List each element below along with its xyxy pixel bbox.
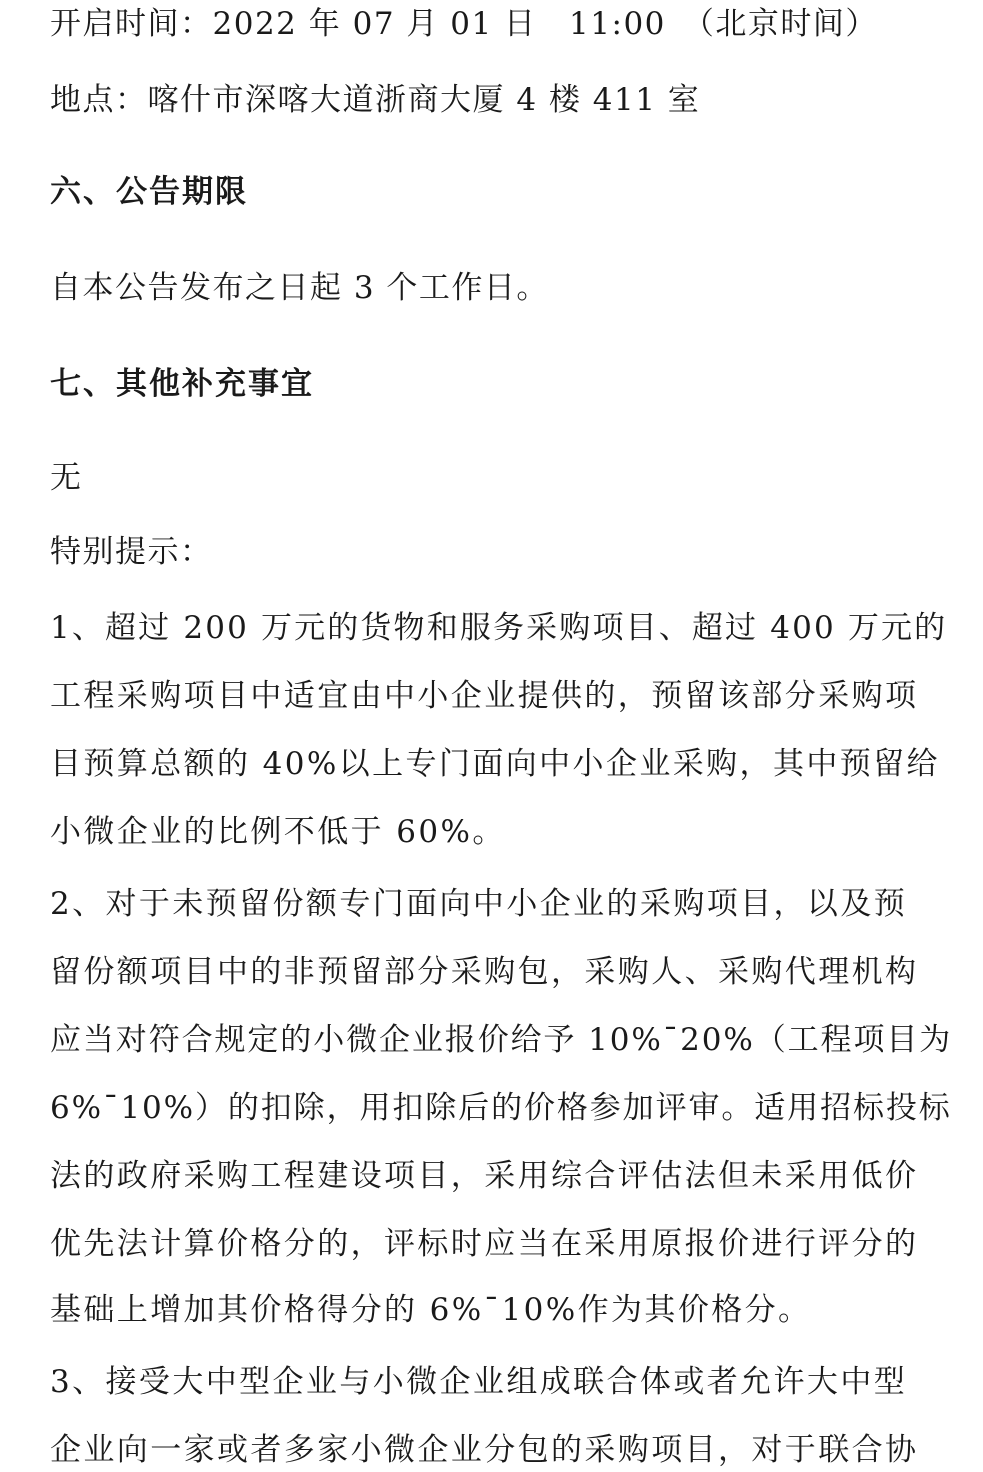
- item-2-line-2: 留份额项目中的非预留部分采购包，采购人、采购代理机构: [50, 954, 919, 990]
- section-7-heading: 七、其他补充事宜: [50, 366, 314, 402]
- item-2-line-3: 应当对符合规定的小微企业报价给予 10%¯20%（工程项目为: [50, 1022, 953, 1058]
- item-1-line-3: 目预算总额的 40%以上专门面向中小企业采购，其中预留给: [50, 746, 940, 782]
- item-2-line-4: 6%¯10%）的扣除，用扣除后的价格参加评审。适用招标投标: [50, 1090, 952, 1126]
- item-1-line-1: 1、超过 200 万元的货物和服务采购项目、超过 400 万元的: [50, 610, 948, 646]
- opening-location: 地点：喀什市深喀大道浙商大厦 4 楼 411 室: [50, 82, 701, 118]
- item-1-line-2: 工程采购项目中适宜由中小企业提供的，预留该部分采购项: [50, 678, 919, 714]
- item-1-line-4: 小微企业的比例不低于 60%。: [50, 814, 506, 850]
- opening-time: 开启时间：2022 年 07 月 01 日 11:00 （北京时间）: [50, 6, 878, 42]
- item-2-line-1: 2、对于未预留份额专门面向中小企业的采购项目，以及预: [50, 886, 908, 922]
- item-2-line-5: 法的政府采购工程建设项目，采用综合评估法但未采用低价: [50, 1158, 919, 1194]
- item-3-line-2: 企业向一家或者多家小微企业分包的采购项目，对于联合协: [50, 1432, 919, 1468]
- item-2-line-7: 基础上增加其价格得分的 6%¯10%作为其价格分。: [50, 1292, 812, 1328]
- item-2-line-6: 优先法计算价格分的，评标时应当在采用原报价进行评分的: [50, 1226, 919, 1262]
- section-6-heading: 六、公告期限: [50, 174, 248, 210]
- item-3-line-1: 3、接受大中型企业与小微企业组成联合体或者允许大中型: [50, 1364, 908, 1400]
- section-6-body: 自本公告发布之日起 3 个工作日。: [50, 270, 549, 306]
- special-notice-label: 特别提示：: [50, 534, 213, 570]
- section-7-body: 无: [50, 460, 83, 496]
